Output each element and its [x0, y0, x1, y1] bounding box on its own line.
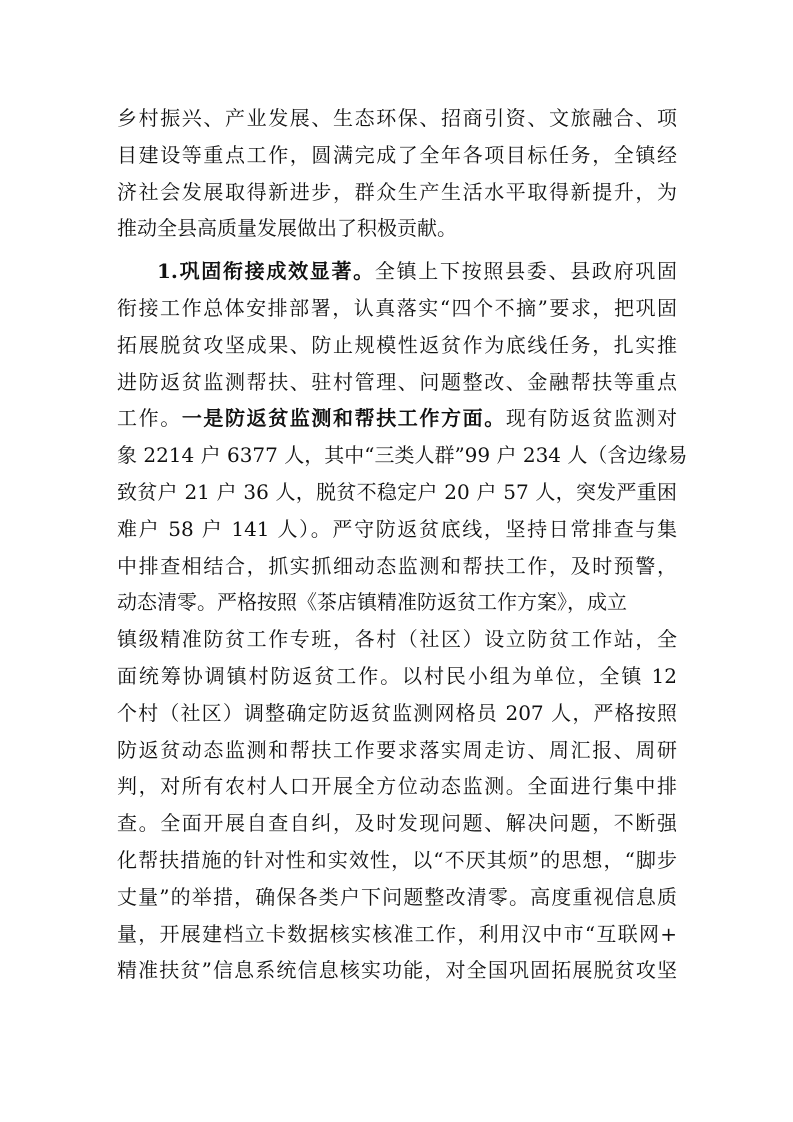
text-line: 动态清零。严格按照《茶店镇精准防返贫工作方案》，成立 — [117, 590, 627, 615]
text-line: 量，开展建档立卡数据核实核准工作，利用汉中市“互联网+ — [117, 921, 677, 946]
text-line — [117, 400, 677, 437]
text-line: 乡村振兴、产业发展、生态环保、招商引资、文旅融合、项 — [117, 106, 677, 130]
text-line: 目建设等重点工作，圆满完成了全年各项目标任务，全镇经 — [117, 142, 677, 167]
text-line: 精准扶贫”信息系统信息核实功能，对全国巩固拓展脱贫攻坚 — [117, 958, 677, 983]
text-run: 现有防返贫监测对 — [505, 406, 678, 431]
text-run: 全镇上下按照县委、县政府巩固 — [374, 259, 677, 284]
text-line: 判，对所有农村人口开展全方位动态监测。全面进行集中排 — [117, 774, 677, 799]
text-line: 难户 58 户 141 人）。严守防返贫底线，坚持日常排查与集 — [117, 516, 677, 541]
text-line: 个村（社区）调整确定防返贫监测网格员 207 人，严格按照 — [117, 700, 677, 725]
document-page — [117, 100, 688, 989]
text-run: 工作。 — [117, 406, 182, 431]
subsection-heading: 一是防返贫监测和帮扶工作方面。 — [181, 406, 506, 431]
text-line — [117, 253, 677, 290]
text-line: 中排查相结合，抓实抓细动态监测和帮扶工作，及时预警， — [117, 553, 677, 578]
paragraph-1 — [117, 100, 677, 247]
text-line: 化帮扶措施的针对性和实效性，以“不厌其烦”的思想，“脚步 — [117, 847, 677, 872]
text-line: 致贫户 21 户 36 人，脱贫不稳定户 20 户 57 人，突发严重困 — [117, 479, 677, 504]
text-line: 面统筹协调镇村防返贫工作。以村民小组为单位，全镇 12 — [117, 663, 677, 688]
text-line: 防返贫动态监测和帮扶工作要求落实周走访、周汇报、周研 — [117, 737, 677, 762]
text-line: 推动全县高质量发展做出了积极贡献。 — [117, 216, 457, 241]
text-line: 衔接工作总体安排部署，认真落实“四个不摘”要求，把巩固 — [117, 295, 677, 320]
paragraph-2 — [117, 253, 688, 989]
text-line: 镇级精准防贫工作专班，各村（社区）设立防贫工作站，全 — [117, 627, 677, 652]
text-line: 查。全面开展自查自纠，及时发现问题、解决问题，不断强 — [117, 811, 677, 836]
text-line: 济社会发展取得新进步，群众生产生活水平取得新提升，为 — [117, 179, 677, 204]
text-line: 拓展脱贫攻坚成果、防止规模性返贫作为底线任务，扎实推 — [117, 332, 677, 357]
text-line: 进防返贫监测帮扶、驻村管理、问题整改、金融帮扶等重点 — [117, 369, 677, 394]
text-line: 象 2214 户 6377 人，其中“三类人群”99 户 234 人（含边缘易 — [117, 443, 688, 468]
text-line: 丈量”的举措，确保各类户下问题整改清零。高度重视信息质 — [117, 884, 677, 909]
section-heading: 1.巩固衔接成效显著。 — [157, 259, 375, 284]
